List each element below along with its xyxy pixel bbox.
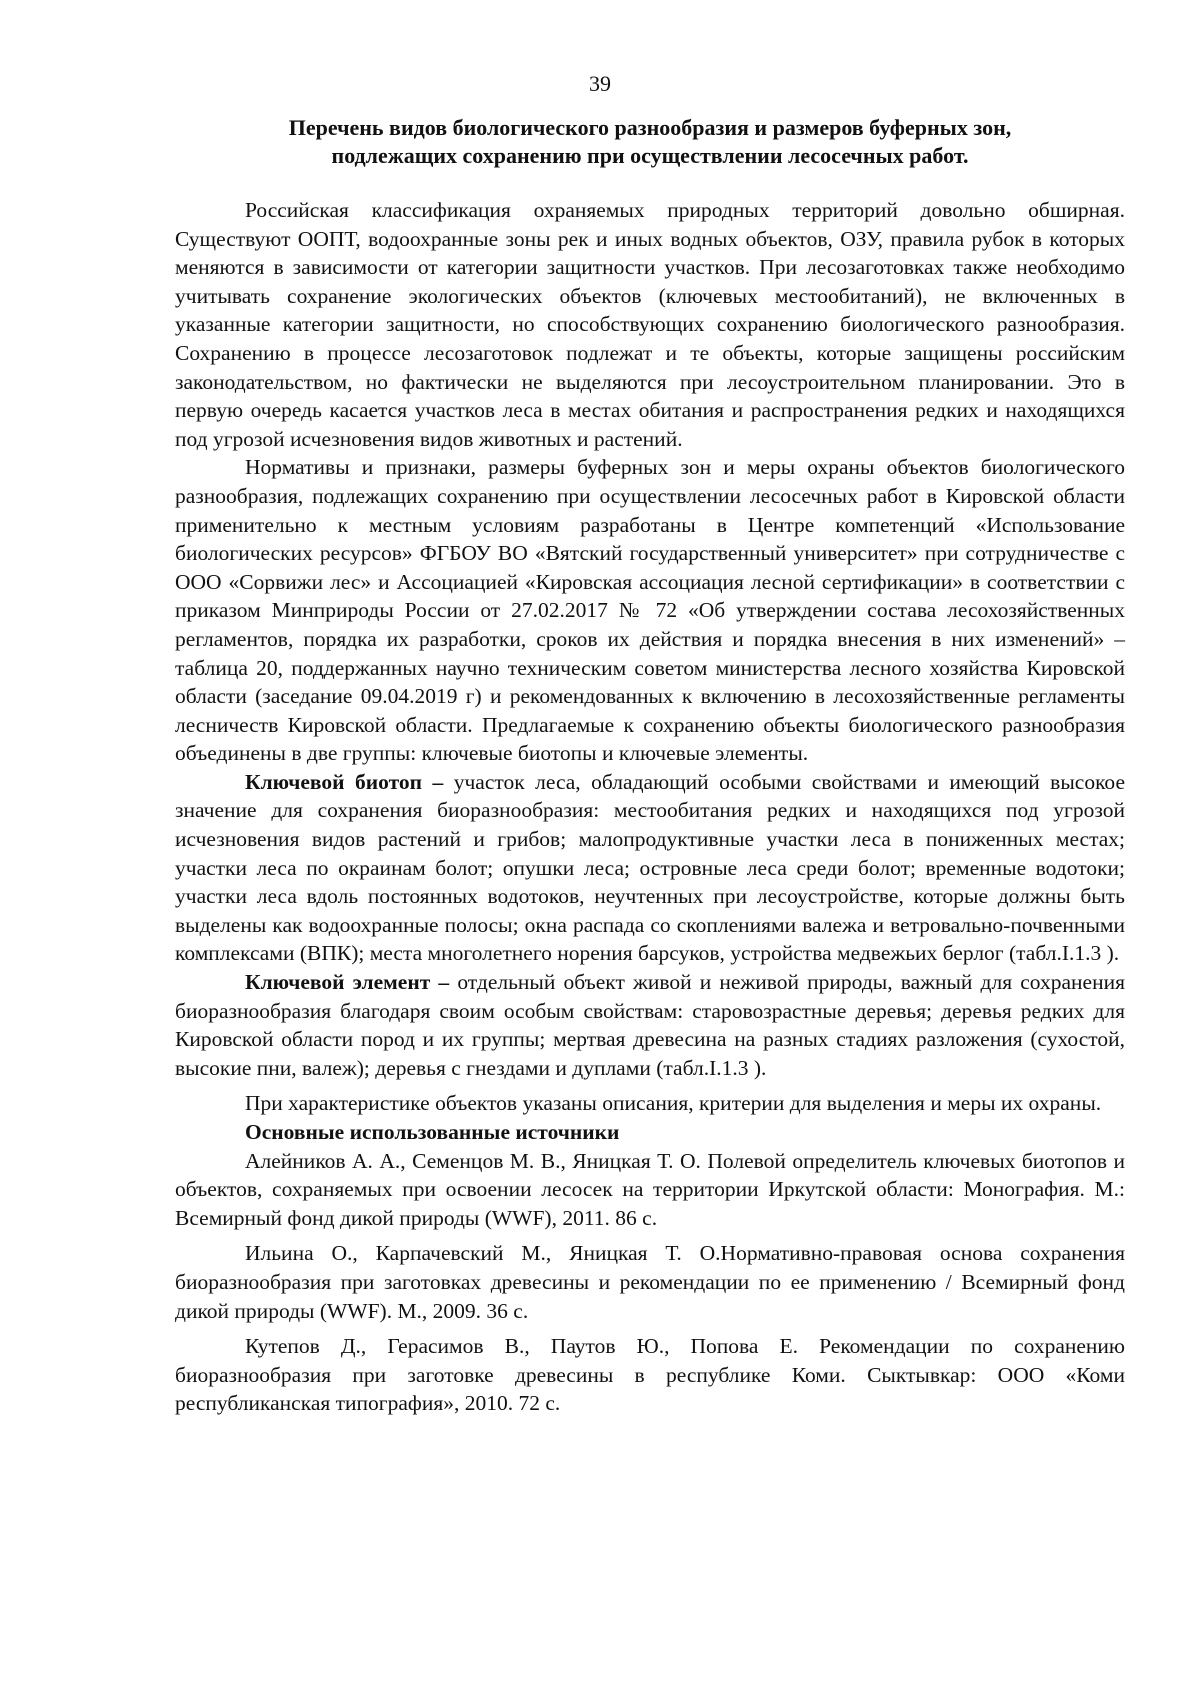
document-body	[175, 196, 1125, 1418]
paragraph-key-biotope	[175, 768, 1125, 968]
source-item: Ильина О., Карпачевский М., Яницкая Т. О.Нормативно-правовая основа сохранения биоразнообразия при заготовках древесины и рекомендации по ее применению / Всемирный фонд дикой природы (WWF). М., 2009. 36 с.	[175, 1241, 1125, 1323]
paragraph-key-element	[175, 968, 1125, 1082]
term-key-biotope: Ключевой биотоп –	[245, 769, 444, 794]
sources-heading: Основные использованные источники	[245, 1120, 620, 1144]
source-item: Кутепов Д., Герасимов В., Паутов Ю., Попова Е. Рекомендации по сохранению биоразнообразия при заготовке древесины в республике Коми. Сыктывкар: ООО «Коми республиканская типография», 2010. 72 с.	[175, 1334, 1125, 1416]
document-title	[175, 114, 1125, 170]
page-number: 39	[589, 71, 611, 96]
definition-key-biotope: участок леса, обладающий особыми свойствами и имеющий высокое значение для сохранения биоразнообразия: местообитания редких и находящихся под угрозой исчезновения видов растений и грибов; малопродуктивные участки леса в пониженных местах; участки леса по окраинам болот; опушки леса; островные леса среди болот; временные водотоки; участки леса вдоль постоянных водотоков, неучтенных при лесоустройстве, которые должны быть выделены как водоохранные полосы; окна распада со скоплениями валежа и ветровально-почвенными комплексами (ВПК); места многолетнего норения барсуков, устройства медвежьих берлог (табл.I.1.3 ).	[175, 769, 1125, 966]
paragraph-norms: Нормативы и признаки, размеры буферных зон и меры охраны объектов биологического разнообразия, подлежащих сохранению при осуществлении лесосечных работ в Кировской области применительно к местным условиям разработаны в Центре компетенций «Использование биологических ресурсов» ФГБОУ ВО «Вятский государственный университет» при сотрудничестве с ООО «Сорвижи лес» и Ассоциацией «Кировская ассоциация лесной сертификации» в соответствии с приказом Минприроды России от 27.02.2017 № 72 «Об утверждении состава лесохозяйственных регламентов, порядка их разработки, сроков их действия и порядка внесения в них изменений» – таблица 20, поддержанных научно техническим советом министерства лесного хозяйства Кировской области (заседание 09.04.2019 г) и рекомендованных к включению в лесохозяйственные регламенты лесничеств Кировской области. Предлагаемые к сохранению объекты биологического разнообразия объединены в две группы: ключевые биотопы и ключевые элементы.	[175, 455, 1125, 766]
title-line-2: подлежащих сохранению при осуществлении лесосечных работ.	[331, 143, 969, 168]
source-item: Алейников А. А., Семенцов М. В., Яницкая Т. О. Полевой определитель ключевых биотопов и объектов, сохраняемых при освоении лесосек на территории Иркутской области: Монография. М.: Всемирный фонд дикой природы (WWF), 2011. 86 с.	[175, 1148, 1125, 1230]
definition-key-element: отдельный объект живой и неживой природы, важный для сохранения биоразнообразия благодаря своим особым свойствам: старовозрастные деревья; деревья редких для Кировской области пород и их группы; мертвая древесина на разных стадиях разложения (сухостой, высокие пни, валеж); деревья с гнездами и дуплами (табл.I.1.3 ).	[175, 970, 1125, 1080]
term-key-element: Ключевой элемент –	[245, 970, 450, 995]
paragraph-characteristics: При характеристике объектов указаны описания, критерии для выделения и меры их охраны.	[245, 1091, 1102, 1116]
title-line-1: Перечень видов биологического разнообразия и размеров буферных зон,	[288, 115, 1012, 140]
paragraph-intro: Российская классификация охраняемых природных территорий довольно обширная. Существуют ООПТ, водоохранные зоны рек и иных водных объектов, ОЗУ, правила рубок в которых меняются в зависимости от категории защитности участков. При лесозаготовках также необходимо учитывать сохранение экологических объектов (ключевых местообитаний), не включенных в указанные категории защитности, но способствующих сохранению биологического разнообразия. Сохранению в процессе лесозаготовок подлежат и те объекты, которые защищены российским законодательством, но фактически не выделяются при лесоустроительном планировании. Это в первую очередь касается участков леса в местах обитания и распространения редких и находящихся под угрозой исчезновения видов животных и растений.	[175, 198, 1125, 451]
